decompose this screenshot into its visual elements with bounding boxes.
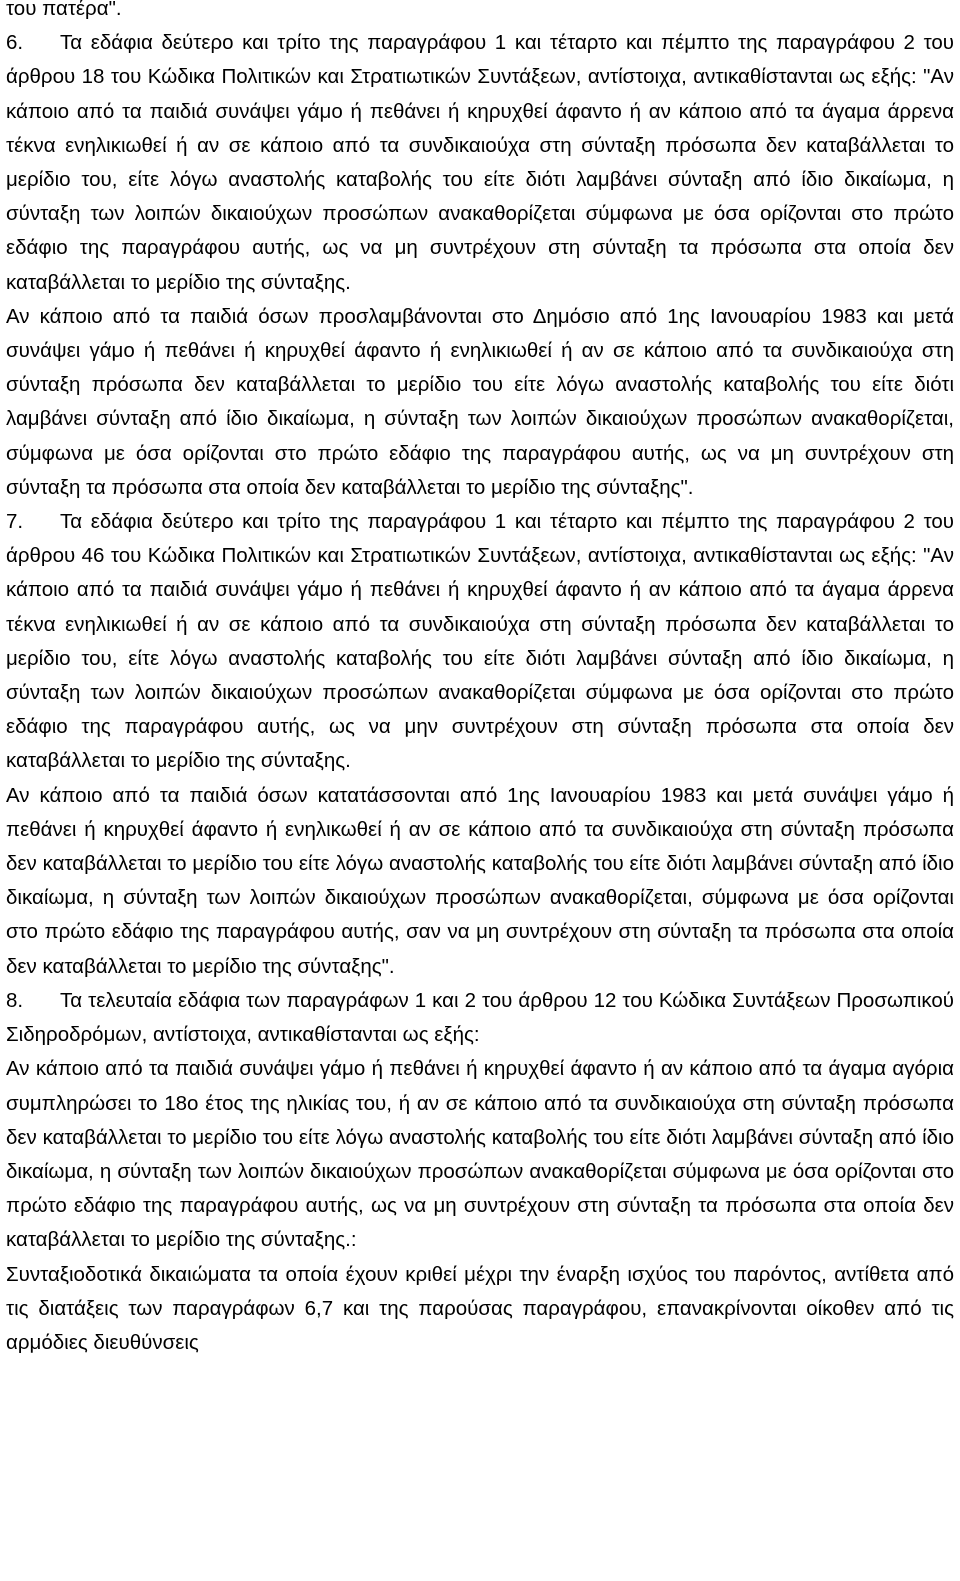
section-6-intro-text: Τα εδάφια δεύτερο και τρίτο της παραγράφου 1 και τέταρτο και πέμπτο της παραγράφου 2 του άρθρου 18 του Κώδικα Πολιτικών και Στρατιωτικών Συντάξεων, αντίστοιχα, αντικαθίστανται ως εξής: "Αν κάποιο από τα παιδιά συνάψει γάμο ή πεθάνει ή κηρυχθεί άφαντο ή αν κάποιο από τα άγαμα άρρενα τέκνα ενηλικιωθεί ή αν σε κάποιο από τα συνδικαιούχα στη σύνταξη πρόσωπα δεν καταβάλλεται το μερίδιο του, είτε λόγω αναστολής καταβολής του είτε διότι λαμβάνει σύνταξη από ίδιο δικαίωμα, η σύνταξη των λοιπών δικαιούχων προσώπων ανακαθορίζεται σύμφωνα με όσα ορίζονται στο πρώτο εδάφιο της παραγράφου αυτής, ως να μη συντρέχουν στη σύνταξη τα πρόσωπα στα οποία δεν καταβάλλεται το μερίδιο της σύνταξης. <box>6 31 954 294</box>
section-8-number: 8. <box>6 988 24 1012</box>
document-page <box>6 0 954 1360</box>
section-6-intro <box>6 26 954 300</box>
section-6-continuation: Αν κάποιο από τα παιδιά όσων προσλαμβάνονται στο Δημόσιο από 1ης Ιανουαρίου 1983 και μετά συνάψει γάμο ή πεθάνει ή κηρυχθεί άφαντο ή ενηλικιωθεί ή αν σε κάποιο από τα συνδικαιούχα στη σύνταξη πρόσωπα δεν καταβάλλεται το μερίδιο του είτε λόγω αναστολής καταβολής του είτε διότι λαμβάνει σύνταξη από ίδιο δικαίωμα, η σύνταξη των λοιπών δικαιούχων προσώπων ανακαθορίζεται, σύμφωνα με όσα ορίζονται στο πρώτο εδάφιο της παραγράφου αυτής, ως να μη συντρέχουν στη σύνταξη τα πρόσωπα στα οποία δεν καταβάλλεται το μερίδιο της σύνταξης". <box>6 304 954 499</box>
section-8-intro <box>6 984 954 1052</box>
section-7-intro-text: Τα εδάφια δεύτερο και τρίτο της παραγράφου 1 και τέταρτο και πέμπτο της παραγράφου 2 του άρθρου 46 του Κώδικα Πολιτικών και Στρατιωτικών Συντάξεων, αντίστοιχα, αντικαθίστανται ως εξής: "Αν κάποιο από τα παιδιά συνάψει γάμο ή πεθάνει ή κηρυχθεί άφαντο ή αν κάποιο από τα άγαμα άρρενα τέκνα ενηλικιωθεί ή αν σε κάποιο από τα συνδικαιούχα στη σύνταξη πρόσωπα δεν καταβάλλεται το μερίδιο του, είτε λόγω αναστολής καταβολής του είτε διότι λαμβάνει σύνταξη από ίδιο δικαίωμα, η σύνταξη των λοιπών δικαιούχων προσώπων ανακαθορίζεται σύμφωνα με όσα ορίζονται στο πρώτο εδάφιο της παραγράφου αυτής, ως να μην συντρέχουν στη σύνταξη πρόσωπα στα οποία δεν καταβάλλεται το μερίδιο της σύνταξης. <box>6 510 954 773</box>
section-8-intro-text: Τα τελευταία εδάφια των παραγράφων 1 και 2 του άρθρου 12 του Κώδικα Συντάξεων Προσωπικού Σιδηροδρόμων, αντίστοιχα, αντικαθίστανται ως εξής: <box>6 988 954 1047</box>
section-7-number: 7. <box>6 510 24 534</box>
section-7-intro <box>6 505 954 779</box>
section-7-continuation: Αν κάποιο από τα παιδιά όσων κατατάσσονται από 1ης Ιανουαρίου 1983 και μετά συνάψει γάμο ή πεθάνει ή κηρυχθεί άφαντο ή ενηλικωθεί ή αν σε κάποιο από τα συνδικαιούχα στη σύνταξη πρόσωπα δεν καταβάλλεται το μερίδιο του είτε λόγω αναστολής καταβολής του είτε διότι λαμβάνει σύνταξη από ίδιο δικαίωμα, η σύνταξη των λοιπών δικαιούχων προσώπων ανακαθορίζεται, σύμφωνα με όσα ορίζονται στο πρώτο εδάφιο της παραγράφου αυτής, σαν να μη συντρέχουν στη σύνταξη τα πρόσωπα στα οποία δεν καταβάλλεται το μερίδιο της σύνταξης". <box>6 783 954 978</box>
section-8-continuation: Αν κάποιο από τα παιδιά συνάψει γάμο ή πεθάνει ή κηρυχθεί άφαντο ή αν κάποιο από τα άγαμα αγόρια συμπληρώσει το 18ο έτος της ηλικίας του, ή αν σε κάποιο από τα συνδικαιούχα στη σύνταξη πρόσωπα δεν καταβάλλεται το μερίδιο του είτε λόγω αναστολής καταβολής του είτε διότι λαμβάνει σύνταξη από ίδιο δικαίωμα, η σύνταξη των λοιπών δικαιούχων προσώπων ανακαθορίζεται σύμφωνα με όσα ορίζονται στο πρώτο εδάφιο της παραγράφου αυτής, ως να μη συντρέχουν στη σύνταξη τα πρόσωπα στα οποία δεν καταβάλλεται το μερίδιο της σύνταξης.: <box>6 1057 954 1252</box>
closing-paragraph: Συνταξιοδοτικά δικαιώματα τα οποία έχουν κριθεί μέχρι την έναρξη ισχύος του παρόντος, αντίθετα από τις διατάξεις των παραγράφων 6,7 και της παρούσας παραγράφου, επανακρίνονται οίκοθεν από τις αρμόδιες διευθύνσεις <box>6 1262 954 1354</box>
section-6-number: 6. <box>6 31 24 55</box>
opening-fragment: του πατέρα". <box>6 0 122 20</box>
